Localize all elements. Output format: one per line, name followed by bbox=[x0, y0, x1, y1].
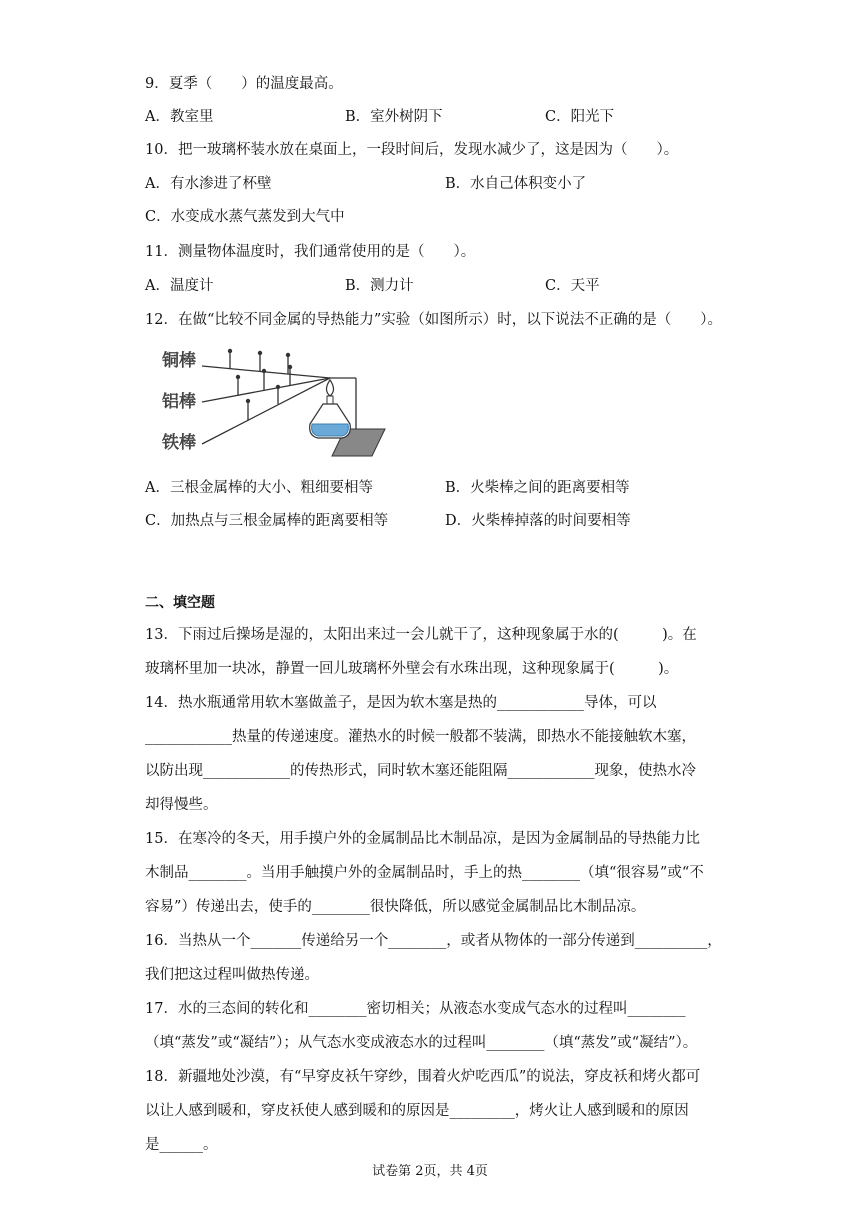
q14-line-2: ____________热量的传递速度。灌热水的时候一般都不装满，即热水不能接触软木塞， bbox=[145, 729, 696, 745]
q9-option-b: B．室外树阴下 bbox=[345, 109, 443, 125]
page-footer: 试卷第 2页，共 4页 bbox=[372, 1164, 488, 1179]
q10-option-a: A．有水渗进了杯壁 bbox=[145, 176, 272, 192]
q12-option-c: C．加热点与三根金属棒的距离要相等 bbox=[145, 513, 389, 529]
q15-line-3: 容易”）传递出去，使手的________很快降低，所以感觉金属制品比木制品凉。 bbox=[145, 899, 646, 915]
q18-line-1: 18．新疆地处沙漠，有“早穿皮袄午穿纱，围着火炉吃西瓜”的说法，穿皮袄和烤火都可 bbox=[145, 1069, 701, 1085]
q17-line-1: 17．水的三态间的转化和________密切相关；从液态水变成气态水的过程叫________ bbox=[145, 1001, 686, 1017]
metal-rods-experiment-figure bbox=[160, 344, 400, 464]
q15-line-1: 15．在寒冷的冬天，用手摸户外的金属制品比木制品凉，是因为金属制品的导热能力比 bbox=[145, 831, 700, 847]
q12-option-b: B．火柴棒之间的距离要相等 bbox=[445, 480, 630, 496]
q11-option-c: C．天平 bbox=[545, 278, 600, 294]
q18-line-2: 以让人感到暖和，穿皮袄使人感到暖和的原因是_________，烤火让人感到暖和的原因 bbox=[145, 1103, 689, 1119]
copper-rod bbox=[202, 366, 330, 378]
aluminum-rod bbox=[202, 378, 330, 402]
q13-line-2: 玻璃杯里加一块冰，静置一回儿玻璃杯外壁会有水珠出现，这种现象属于( )。 bbox=[145, 661, 679, 677]
q9-stem: 9．夏季（ ）的温度最高。 bbox=[145, 76, 343, 92]
q12-option-a: A．三根金属棒的大小、粗细要相等 bbox=[145, 480, 373, 496]
q14-line-1: 14．热水瓶通常用软木塞做盖子，是因为软木塞是热的____________导体，可以 bbox=[145, 695, 657, 711]
q16-line-1: 16．当热从一个_______传递给另一个________，或者从物体的一部分传递到__________， bbox=[145, 933, 722, 949]
section-title-fill-in-blank: 二、填空题 bbox=[145, 595, 215, 611]
q10-option-c: C．水变成水蒸气蒸发到大气中 bbox=[145, 209, 345, 225]
flame-icon bbox=[327, 380, 334, 396]
q16-line-2: 我们把这过程叫做热传递。 bbox=[145, 967, 319, 983]
q14-line-4: 却得慢些。 bbox=[145, 797, 218, 813]
q11-stem: 11．测量物体温度时，我们通常使用的是（ ）。 bbox=[145, 244, 476, 260]
alcohol-lamp bbox=[310, 380, 351, 438]
q11-option-a: A．温度计 bbox=[145, 278, 214, 294]
q13-line-1: 13．下雨过后操场是湿的，太阳出来过一会儿就干了，这种现象属于水的( )。在 bbox=[145, 627, 697, 643]
q15-line-2: 木制品________。当用手触摸户外的金属制品时，手上的热________（填“很容易”或“不 bbox=[145, 865, 704, 881]
label-copper-rod: 铜棒 bbox=[162, 351, 196, 371]
q9-option-a: A．教室里 bbox=[145, 109, 214, 125]
q9-option-c: C．阳光下 bbox=[545, 109, 615, 125]
q12-option-d: D．火柴棒掉落的时间要相等 bbox=[445, 513, 631, 529]
label-iron-rod: 铁棒 bbox=[162, 433, 196, 453]
q12-stem: 12．在做“比较不同金属的导热能力”实验（如图所示）时，以下说法不正确的是（ ）。 bbox=[145, 312, 723, 328]
q11-option-b: B．测力计 bbox=[345, 278, 414, 294]
q18-line-3: 是______。 bbox=[145, 1137, 218, 1153]
q10-option-b: B．水自己体积变小了 bbox=[445, 176, 587, 192]
q17-line-2: （填“蒸发”或“凝结”）；从气态水变成液态水的过程叫________（填“蒸发”或“凝结”）。 bbox=[145, 1035, 698, 1051]
q14-line-3: 以防出现____________的传热形式，同时软木塞还能阻隔____________现象，使热水冷 bbox=[145, 763, 696, 779]
q10-stem: 10．把一玻璃杯装水放在桌面上，一段时间后，发现水减少了，这是因为（ ）。 bbox=[145, 142, 679, 158]
label-aluminum-rod: 铝棒 bbox=[162, 392, 196, 412]
